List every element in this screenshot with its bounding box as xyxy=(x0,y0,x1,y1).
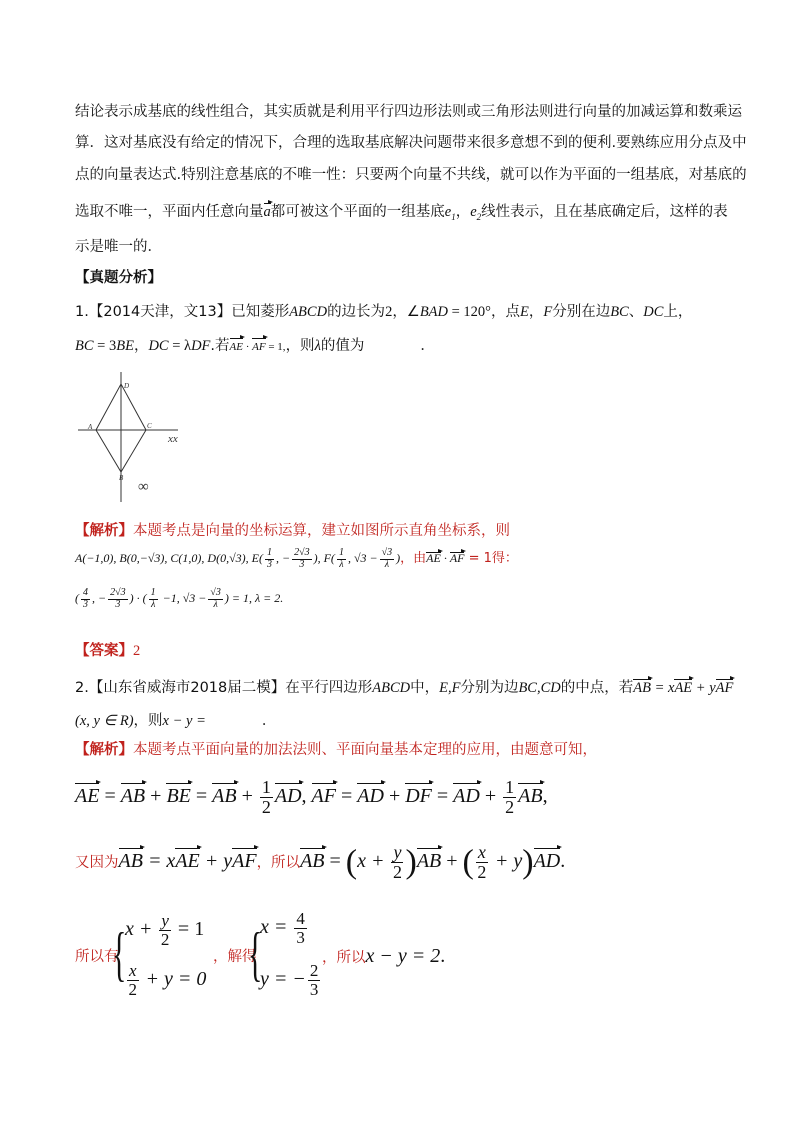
q1-be: BE xyxy=(116,338,134,354)
coords-end: = 1得： xyxy=(464,550,518,566)
frac-den: 2 xyxy=(160,929,170,949)
q1-eq-1: = 1, xyxy=(265,341,286,353)
sys1-eq-0: + y = 0 xyxy=(140,967,207,990)
brace-left-2: { xyxy=(248,921,263,987)
intro-line-3: 点的向量表达式.特别注意基底的不唯一性：只要两个向量不共线，就可以作为平面的一组基底，对基底的 xyxy=(75,167,747,183)
q1-analysis-line xyxy=(75,521,510,541)
frac-2-3 xyxy=(308,962,321,999)
vec-ab: AB xyxy=(518,782,542,810)
label-b: B xyxy=(119,474,124,482)
q1-eq-lambda: = λ xyxy=(168,338,192,354)
eq: = xyxy=(190,784,213,807)
q2-domain: (x, y ∈ R) xyxy=(75,713,134,729)
frac-e2 xyxy=(292,548,312,570)
comma: , xyxy=(542,784,548,807)
frac-c3 xyxy=(149,588,158,610)
q1-answer xyxy=(75,641,140,661)
frac-4-3 xyxy=(294,910,307,947)
frac-num: x xyxy=(477,842,486,862)
frac-den: 2 xyxy=(392,861,402,882)
eq: = xyxy=(324,849,346,872)
q1-text-f: 分别在边 xyxy=(552,304,611,320)
frac-f2 xyxy=(380,548,395,570)
q1-if: .若 xyxy=(210,338,230,354)
q1-line-2 xyxy=(75,336,435,357)
q2-ef: E,F xyxy=(439,680,461,696)
plus: + xyxy=(441,849,463,872)
paren-open: ( xyxy=(345,843,358,881)
calc-open: ( xyxy=(75,590,79,605)
eq: = xyxy=(431,784,454,807)
q2-line-1 xyxy=(75,678,733,698)
q2-vec-af: AF xyxy=(715,680,734,696)
basis-e1: $e_1$ xyxy=(444,204,456,222)
plus: + xyxy=(479,784,502,807)
calc-mid: , − xyxy=(92,590,107,605)
q2-abcd: ABCD xyxy=(372,680,411,696)
intro-line-2: 算．这对基底没有给定的情况下，合理的选取基底解决问题带来很多意想不到的便利.要熟练应用分点及中 xyxy=(75,135,747,151)
coords-tail: ，由 xyxy=(400,550,427,566)
sys1-x-plus: x + xyxy=(125,917,158,940)
q2-end: ． xyxy=(261,713,277,729)
q1-text-g: 、 xyxy=(628,304,644,320)
vec-ad: AD xyxy=(275,782,302,810)
label-a: A xyxy=(88,423,93,431)
vec-ab: AB xyxy=(417,847,441,875)
vec-df: DF xyxy=(405,782,432,810)
vec-af: AF xyxy=(312,782,336,810)
period: . xyxy=(560,849,566,872)
comma: , xyxy=(301,784,312,807)
paren-close: ) xyxy=(522,843,534,881)
brace-left-1: { xyxy=(112,921,127,987)
q1-angle-bad: BAD xyxy=(419,304,448,320)
frac-den: λ xyxy=(150,598,156,610)
label-c: C xyxy=(147,422,152,430)
frac-den: 3 xyxy=(267,558,272,570)
q2-tag: 【山东省威海市2018届二模】 xyxy=(88,680,286,696)
eq3-post: ，所以 xyxy=(322,950,366,966)
frac-c4 xyxy=(208,588,223,610)
section-title: 【真题分析】 xyxy=(75,270,162,286)
sys1-eq-1: = 1 xyxy=(172,917,205,940)
q1-dot: · xyxy=(242,341,253,353)
q1-tag: 【2014天津，文13】 xyxy=(88,304,232,320)
frac-den: 2 xyxy=(477,861,487,882)
q2-then: ，则 xyxy=(133,713,163,729)
answer-value: 2 xyxy=(133,643,141,659)
q1-comma: ， xyxy=(133,338,149,354)
analysis-tag: 【解析】 xyxy=(75,742,133,758)
frac-half xyxy=(260,778,273,817)
analysis-tag: 【解析】 xyxy=(75,523,133,539)
q1-vec-ae: AE xyxy=(230,337,243,357)
q2-line-2 xyxy=(75,711,276,731)
q1-text-d: ，点 xyxy=(490,304,520,320)
frac-den: 2 xyxy=(505,796,515,817)
frac-den: 2 xyxy=(261,796,271,817)
q1-angle-value: = 120° xyxy=(448,304,491,320)
frac-num: x xyxy=(129,961,137,980)
eq2-mid: ，所以 xyxy=(256,854,301,871)
frac-num: y xyxy=(393,842,402,862)
frac-num: 2√3 xyxy=(110,587,126,598)
plus: + xyxy=(236,784,258,807)
eq3-final xyxy=(322,944,445,969)
eq2-pre: 又因为 xyxy=(75,854,119,871)
q2-vec-ab: AB xyxy=(633,680,651,696)
frac-num: √3 xyxy=(210,587,221,598)
vec-ab: AB xyxy=(121,782,145,810)
analysis-text: 本题考点是向量的坐标运算，建立如图所示直角坐标系，则 xyxy=(133,523,510,539)
frac-num: 4 xyxy=(296,909,305,928)
basis-e2: $e_2$ xyxy=(470,204,482,222)
q2-expr: x − y = xyxy=(162,713,206,729)
frac-half xyxy=(503,778,516,817)
q2-plus-y: + y xyxy=(692,680,716,696)
vec-ae: AE xyxy=(175,847,199,875)
plus-y: + y xyxy=(489,849,523,872)
q1-value-of: 的值为 xyxy=(320,338,365,354)
q1-abcd: ABCD xyxy=(289,304,328,320)
system-1-row-1 xyxy=(125,912,204,949)
vec-af: AF xyxy=(232,847,256,875)
q2-analysis-line xyxy=(75,740,597,760)
equation-1 xyxy=(75,778,548,817)
sys2-x-eq: x = xyxy=(260,915,293,938)
intro-line-5: 示是唯一的． xyxy=(75,239,162,255)
frac-e1 xyxy=(265,548,274,570)
q1-text-b: 的边长为 xyxy=(327,304,386,320)
q1-point-e: E xyxy=(519,304,529,320)
period: . xyxy=(440,945,446,967)
plus: + xyxy=(145,784,167,807)
q1-length: 2 xyxy=(385,304,393,320)
frac-y2 xyxy=(159,912,171,949)
q2-eq-x: = x xyxy=(650,680,675,696)
eq3-mid: ，解得 xyxy=(213,949,257,965)
vec-af: AF xyxy=(449,550,465,565)
q2-text-d: 的中点，若 xyxy=(560,680,634,696)
intro-line-4-a: 选取不唯一，平面内任意向量 xyxy=(75,204,264,220)
answer-tag: 【答案】 xyxy=(75,643,133,659)
frac-den: 3 xyxy=(83,598,88,610)
coords-f-mid: , √3 − xyxy=(347,550,378,565)
calc-end: ) = 1, λ = 2. xyxy=(224,590,284,605)
frac-num: 1 xyxy=(505,777,515,797)
q2-bccd: BC,CD xyxy=(518,680,561,696)
system-1-row-2 xyxy=(125,962,206,999)
q1-coordinates xyxy=(75,548,518,570)
q1-side-dc: DC xyxy=(643,304,664,320)
q1-df: DF xyxy=(191,338,211,354)
vec-ab: AB xyxy=(300,847,324,875)
vec-be: BE xyxy=(166,782,190,810)
q1-text-h: 上， xyxy=(663,304,693,320)
coords-text: A(−1,0), B(0,−√3), C(1,0), D(0,√3), E( xyxy=(75,550,263,565)
comma: ， xyxy=(455,204,471,220)
frac-num: 2 xyxy=(309,961,319,980)
vec-ab: AB xyxy=(119,847,143,875)
frac-num: 2√3 xyxy=(294,547,310,558)
intro-line-4 xyxy=(75,202,728,227)
frac-x2 xyxy=(127,962,139,999)
eq3-pre: 所以有 xyxy=(75,949,119,965)
system-2-row-2 xyxy=(260,962,322,999)
equation-2 xyxy=(75,843,565,882)
sys2-y-eq: y = − xyxy=(260,967,306,990)
q1-bc: BC xyxy=(75,338,94,354)
q1-text-c: ，∠ xyxy=(392,304,420,320)
q1-point-f: F xyxy=(543,304,553,320)
eq: = xyxy=(335,784,358,807)
frac-num: 1 xyxy=(338,547,344,558)
x-plus: x + xyxy=(357,849,390,872)
label-infinity: ∞ xyxy=(138,479,149,495)
plus: + xyxy=(383,784,406,807)
intro-line-4-c: 线性表示，且在基底确定后，这样的表 xyxy=(481,204,728,220)
plus-y: + y xyxy=(199,849,233,872)
calc-mid2: −1, √3 − xyxy=(159,590,207,605)
paren-open: ( xyxy=(462,843,474,881)
analysis-text: 本题考点平面向量的加法法则、平面向量基本定理的应用，由题意可知， xyxy=(133,742,597,758)
q1-dc: DC xyxy=(148,338,169,354)
frac-den: 3 xyxy=(299,558,305,570)
q1-calculation xyxy=(75,588,283,610)
q2-text-b: 中， xyxy=(410,680,440,696)
frac-f1 xyxy=(337,548,346,570)
vec-ae: AE xyxy=(426,550,441,565)
vec-ab: AB xyxy=(212,782,236,810)
q1-text-e: ， xyxy=(528,304,544,320)
frac-x2 xyxy=(476,843,488,882)
q1-number: 1. xyxy=(75,304,89,320)
frac-den: λ xyxy=(213,598,218,610)
q1-text-a: 已知菱形 xyxy=(231,304,290,320)
label-x: xx xyxy=(168,433,178,445)
final-result: x − y = 2 xyxy=(365,945,441,967)
frac-y2 xyxy=(391,843,403,882)
q1-side-bc: BC xyxy=(610,304,629,320)
vec-ad: AD xyxy=(357,782,384,810)
frac-den: λ xyxy=(384,558,390,570)
eq: = xyxy=(99,784,121,807)
dot: · xyxy=(440,550,450,565)
q2-number: 2. xyxy=(75,680,89,696)
q2-text-c: 分别为边 xyxy=(460,680,519,696)
q1-then: ，则 xyxy=(285,338,315,354)
q1-vec-af: AF xyxy=(252,337,265,357)
rhombus-figure xyxy=(76,372,196,504)
q2-vec-ae: AE xyxy=(674,680,693,696)
frac-num: 1 xyxy=(150,587,156,598)
frac-den: 3 xyxy=(296,927,305,947)
intro-line-4-b: 都可被这个平面的一组基底 xyxy=(270,204,445,220)
frac-den: 3 xyxy=(115,598,121,610)
intro-line-1: 结论表示成基底的线性组合，其实质就是利用平行四边形法则或三角形法则进行向量的加减运算和数乘运 xyxy=(75,104,742,120)
q1-line-1 xyxy=(75,302,692,322)
calc-close: ) · ( xyxy=(129,590,147,605)
coords-mid: , − xyxy=(276,550,291,565)
frac-num: 1 xyxy=(261,777,271,797)
coords-f-open: ), F( xyxy=(313,550,335,565)
frac-c1 xyxy=(81,588,90,610)
vector-a: a xyxy=(263,204,271,220)
q2-text-a: 在平行四边形 xyxy=(285,680,373,696)
frac-den: λ xyxy=(339,558,344,570)
frac-num: 1 xyxy=(267,547,272,558)
vec-ad: AD xyxy=(534,847,561,875)
coords-f-close: ) xyxy=(396,550,401,565)
frac-c2 xyxy=(108,588,128,610)
frac-den: 2 xyxy=(128,979,138,999)
q1-eq-3: = 3 xyxy=(93,338,117,354)
frac-num: y xyxy=(161,911,169,930)
label-d: D xyxy=(124,382,130,390)
q1-lambda: λ xyxy=(314,338,321,354)
frac-num: √3 xyxy=(381,547,393,558)
q1-end: ． xyxy=(420,338,435,354)
frac-num: 4 xyxy=(83,587,88,598)
paren-close: ) xyxy=(405,843,417,881)
vec-ad: AD xyxy=(453,782,480,810)
eq-x: = x xyxy=(142,849,176,872)
frac-den: 3 xyxy=(309,979,319,999)
system-2-row-1 xyxy=(260,910,309,947)
vec-ae: AE xyxy=(75,782,99,810)
